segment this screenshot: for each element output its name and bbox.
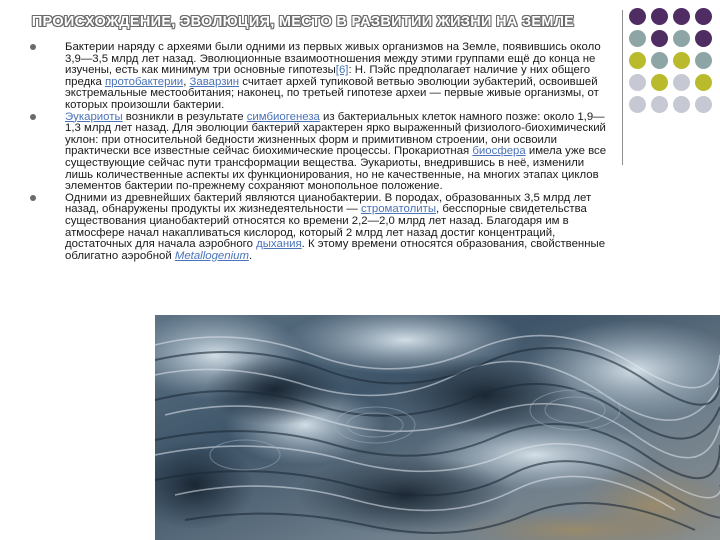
text-segment: , бесспорные свидетельства существования цианобактерий относятся ко времени 2,2—2,0 млрд лет назад. Благодаря им в атмосфере начал накапливаться кислород, который 2 млрд лет назад достиг концентраций, достаточных для начала аэробного: [65, 203, 587, 251]
decorative-dot: [651, 30, 668, 47]
text-segment: .: [248, 249, 253, 262]
decorative-dot: [629, 52, 646, 69]
link-eukaryotes[interactable]: Эукариоты: [65, 110, 123, 123]
text-segment: . К этому времени относятся образования, свойственные облигатно аэробной: [65, 238, 606, 262]
bullet-list: [30, 42, 608, 262]
text-segment: Бактерии наряду с археями были одними из первых живых организмов на Земле, появившись около 3,9—3,5 млрд лет назад. Эволюционные взаимоотношения между этими группами ещё до конца не изучены, есть как минимум три основные гипотезы: [65, 41, 601, 77]
decorative-dot: [673, 8, 690, 25]
decorative-dot-grid: [629, 8, 719, 128]
decorative-dot: [673, 30, 690, 47]
decorative-dot: [673, 52, 690, 69]
stromatolite-rock-photo: [155, 315, 720, 540]
decorative-dot: [629, 8, 646, 25]
text-segment: возникли в результате: [122, 110, 247, 123]
decorative-dot: [695, 52, 712, 69]
decorative-dot: [629, 96, 646, 113]
link-protobacteria[interactable]: протобактерии: [104, 75, 184, 88]
reference-link[interactable]: [6]: [335, 64, 349, 77]
decorative-dot: [651, 96, 668, 113]
decorative-dot: [695, 96, 712, 113]
text-segment: ,: [183, 75, 190, 88]
bullet-dot-icon: [30, 195, 36, 201]
bullet-item-3: [30, 193, 608, 263]
bullet-dot-icon: [30, 44, 36, 50]
text-segment: из бактериальных клеток намного позже: около 1,9—1,3 млрд лет назад. Для эволюции бактерий характерен ярко выраженный физиолого-биохимический уклон: при относительной бедности жизненных форм и примитивном строении, они освоили практически все известные сейчас биохимические процессы. Прокариотная: [65, 110, 606, 158]
decorative-dot: [673, 96, 690, 113]
slide-title: ПРОИСХОЖДЕНИЕ, ЭВОЛЮЦИЯ, МЕСТО В РАЗВИТИИ ЖИЗНИ НА ЗЕМЛЕ: [31, 14, 575, 30]
text-segment: считает архей тупиковой ветвью эволюции эубактерий, освоившей экстремальные местообитания; наконец, по третьей гипотезе археи — первые живые организмы, от которых произошли бактерии.: [65, 75, 599, 111]
decorative-dot: [651, 74, 668, 91]
link-symbiogenesis[interactable]: симбиогенеза: [246, 110, 320, 123]
bullet-item-1: [30, 42, 608, 112]
decorative-dot: [695, 74, 712, 91]
link-biosphere[interactable]: биосфера: [472, 145, 526, 158]
text-segment: : Н. Пэйс предполагает наличие у них общего предка: [65, 64, 591, 88]
decorative-dot: [629, 74, 646, 91]
decorative-dot: [651, 8, 668, 25]
link-stromatolites[interactable]: строматолиты: [360, 203, 437, 216]
link-metallogenium[interactable]: Metallogenium: [174, 249, 249, 262]
decorative-dot: [695, 30, 712, 47]
text-segment: имела уже все существующие сейчас пути трансформации вещества. Эукариоты, внедрившись в неё, изменили лишь количественные аспекты их функционирования, но не качественные, на многих этапах циклов элементов бактерии по-прежнему сохраняют монопольное положение.: [65, 145, 607, 193]
link-respiration[interactable]: дыхания: [256, 238, 302, 251]
decorative-dot: [651, 52, 668, 69]
link-zavarzin[interactable]: Заварзин: [189, 75, 240, 88]
divider-line: [622, 10, 623, 165]
decorative-dot: [695, 8, 712, 25]
text-segment: Одними из древнейших бактерий являются цианобактерии. В породах, образованных 3,5 млрд лет назад, обнаружены продукты их жизнедеятельности —: [65, 191, 592, 216]
decorative-dot: [629, 30, 646, 47]
decorative-dot: [673, 74, 690, 91]
bullet-item-2: [30, 112, 608, 193]
bullet-dot-icon: [30, 114, 36, 120]
